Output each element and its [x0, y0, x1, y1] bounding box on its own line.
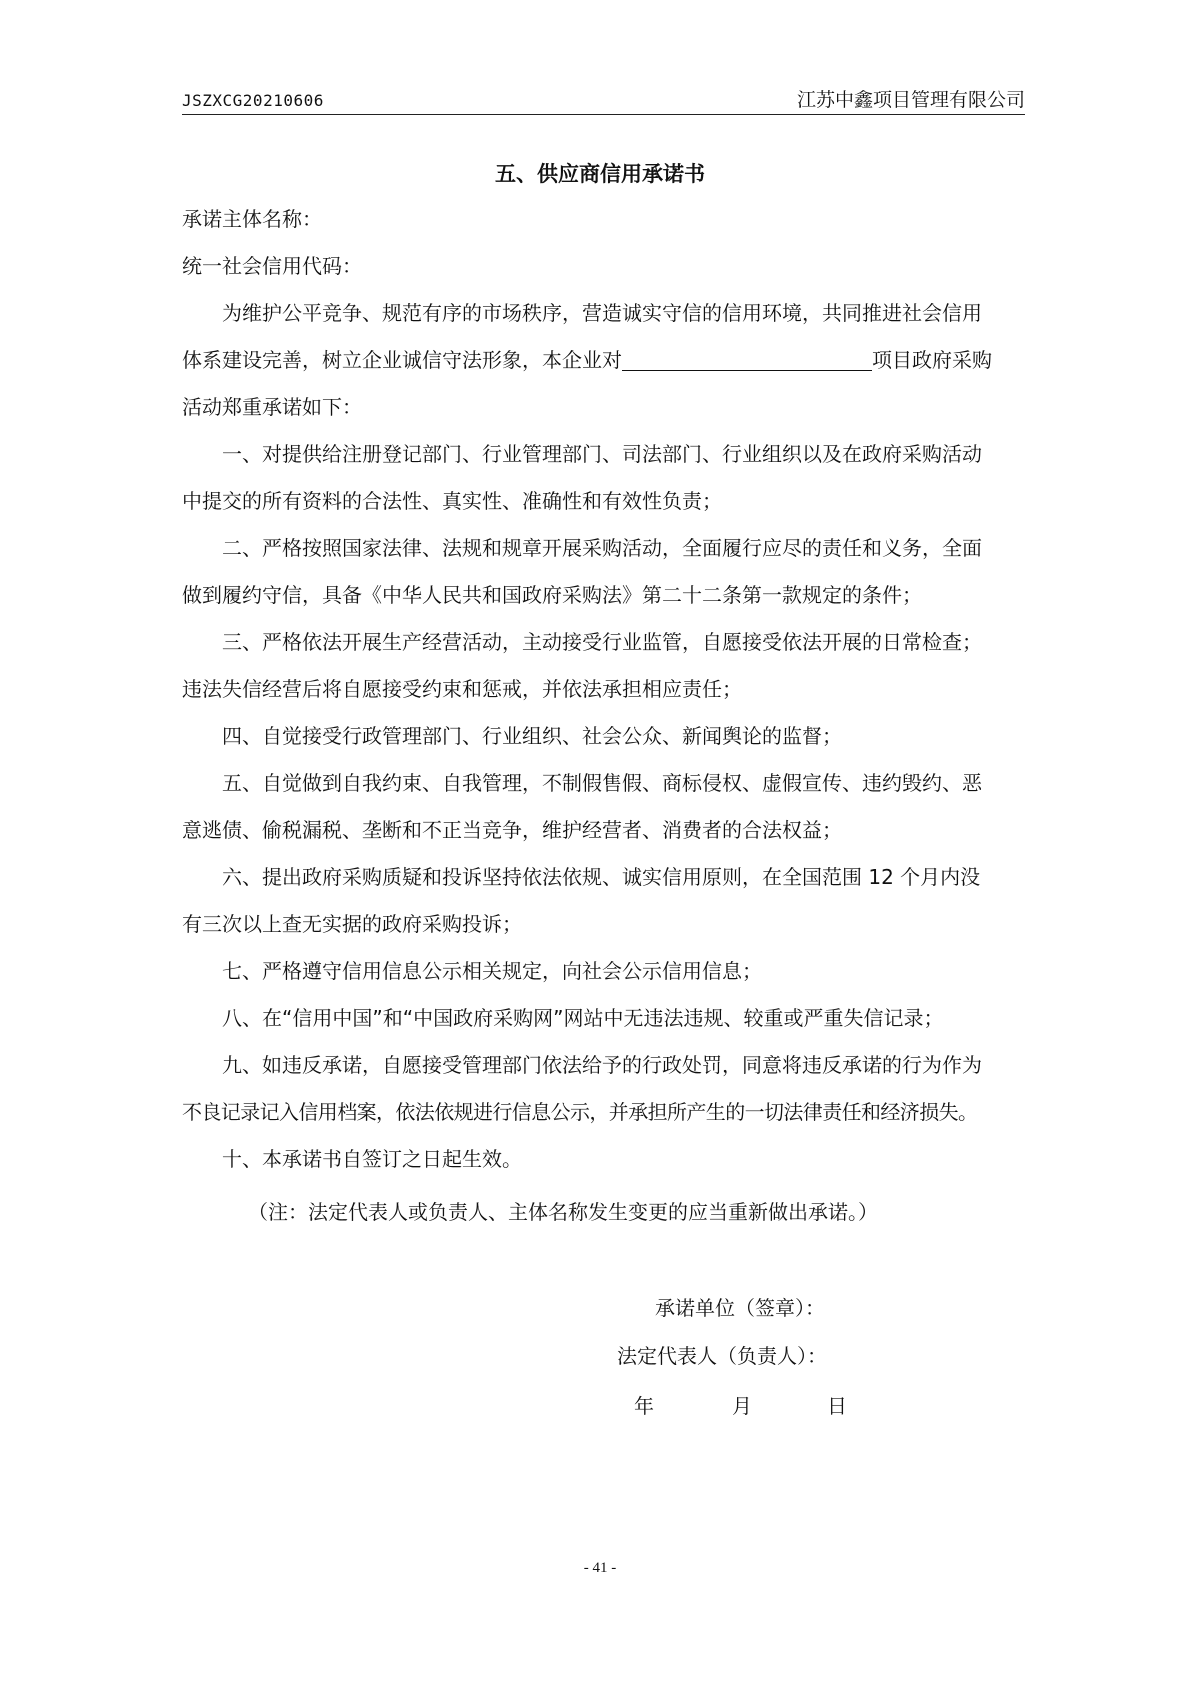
- intro-text: 项目政府采购: [872, 348, 992, 372]
- date-year: 年: [634, 1394, 654, 1418]
- clause-line: 二、严格按照国家法律、法规和规章开展采购活动，全面履行应尽的责任和义务，全面: [222, 536, 982, 560]
- page-title: 五、供应商信用承诺书: [495, 162, 705, 186]
- note-text: （注：法定代表人或负责人、主体名称发生变更的应当重新做出承诺。）: [248, 1200, 878, 1224]
- clause-line: 九、如违反承诺，自愿接受管理部门依法给予的行政处罚，同意将违反承诺的行为作为: [222, 1053, 982, 1077]
- signature-representative: 法定代表人（负责人）：: [617, 1344, 827, 1368]
- intro-line-with-blank: [182, 337, 1025, 384]
- page-number: - 41 -: [583, 1560, 617, 1576]
- date-day: 日: [827, 1394, 847, 1418]
- project-name-blank: [622, 348, 872, 371]
- intro-line: 活动郑重承诺如下：: [182, 395, 362, 419]
- clause-line: 八、在“信用中国”和“中国政府采购网”网站中无违法违规、较重或严重失信记录；: [222, 1006, 944, 1030]
- company-name: 江苏中鑫项目管理有限公司: [796, 89, 1025, 111]
- document-code: JSZXCG20210606: [182, 91, 324, 110]
- clause-line: 一、对提供给注册登记部门、行业管理部门、司法部门、行业组织以及在政府采购活动: [222, 442, 982, 466]
- document-body: [182, 196, 1025, 1183]
- intro-line: 为维护公平竞争、规范有序的市场秩序，营造诚实守信的信用环境，共同推进社会信用: [222, 301, 982, 325]
- clause-line: 七、严格遵守信用信息公示相关规定，向社会公示信用信息；: [222, 959, 762, 983]
- clause-line: 中提交的所有资料的合法性、真实性、准确性和有效性负责；: [182, 489, 722, 513]
- clause-line: 五、自觉做到自我约束、自我管理，不制假售假、商标侵权、虚假宣传、违约毁约、恶: [222, 771, 982, 795]
- intro-text: 体系建设完善，树立企业诚信守法形象，本企业对: [182, 348, 622, 372]
- signature-unit: 承诺单位（签章）：: [655, 1296, 825, 1320]
- clause-line: 四、自觉接受行政管理部门、行业组织、社会公众、新闻舆论的监督；: [222, 724, 842, 748]
- clause-line: 做到履约守信，具备《中华人民共和国政府采购法》第二十二条第一款规定的条件；: [182, 583, 922, 607]
- date-month: 月: [732, 1394, 752, 1418]
- clause-line: 不良记录记入信用档案，依法依规进行信息公示，并承担所产生的一切法律责任和经济损失。: [182, 1100, 978, 1124]
- clause-line: 十、本承诺书自签订之日起生效。: [222, 1147, 522, 1171]
- subject-name-field: 承诺主体名称：: [182, 207, 322, 231]
- clause-line: 六、提出政府采购质疑和投诉坚持依法依规、诚实信用原则，在全国范围 12 个月内没: [222, 865, 981, 889]
- clause-line: 违法失信经营后将自愿接受约束和惩戒，并依法承担相应责任；: [182, 677, 742, 701]
- credit-code-field: 统一社会信用代码：: [182, 254, 362, 278]
- page-header: [182, 86, 1025, 115]
- clause-line: 意逃债、偷税漏税、垄断和不正当竞争，维护经营者、消费者的合法权益；: [182, 818, 842, 842]
- clause-line: 有三次以上查无实据的政府采购投诉；: [182, 912, 522, 936]
- clause-line: 三、严格依法开展生产经营活动，主动接受行业监管，自愿接受依法开展的日常检查；: [222, 630, 982, 654]
